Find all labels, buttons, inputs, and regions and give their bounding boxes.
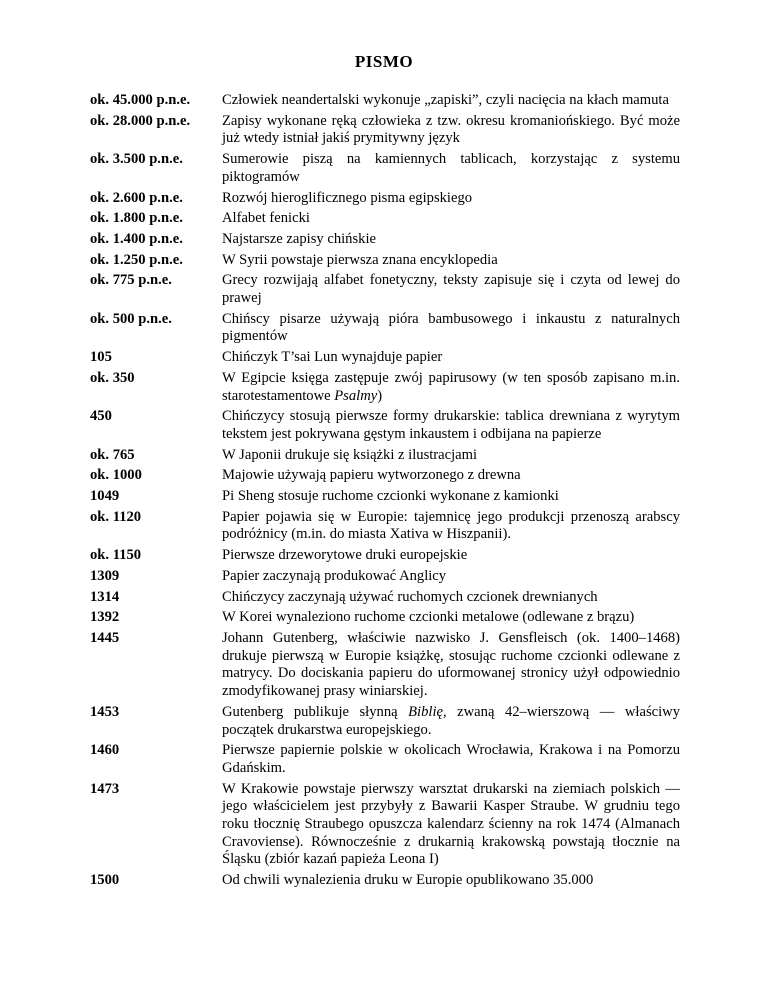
entry-text-part: ) [377,387,383,404]
entry-text: Człowiek neandertalski wykonuje „zapiski”, czyli nacięcia na kłach mamuta [222,92,669,108]
entry-date: ok. 1.400 p.n.e. [90,230,183,247]
entry-text: Pierwsze papiernie polskie w okolicach Wrocławia, Krakowa i na Pomorzu Gdańskim. [222,742,680,776]
timeline-entry [90,509,680,544]
timeline-entry [90,113,680,148]
entry-text-part: W Egipcie księga zastępuje zwój papirusowy (w ten sposób zapisano m.in. starotestamentowe [222,369,680,404]
entry-date: ok. 765 [90,446,135,463]
entry-date: 1500 [90,872,120,889]
timeline-entry [90,704,680,739]
timeline-entry [90,742,680,777]
entry-date: 1453 [90,703,120,720]
timeline-entry [90,609,680,627]
entry-date: ok. 1.250 p.n.e. [90,251,183,268]
entry-text-italic: Psalmy [334,387,378,404]
entry-date: 1445 [90,629,120,646]
entry-date: 1309 [90,567,120,584]
entry-date: ok. 1120 [90,508,142,525]
timeline-entry [90,872,680,890]
entry-text: Chińczycy zaczynają używać ruchomych czcionek drewnianych [222,588,598,605]
entry-text [222,370,680,405]
entry-date: ok. 775 p.n.e. [90,272,172,289]
entry-text-part: Gutenberg publikuje słynną [222,703,409,720]
entry-text: Alfabet fenicki [222,210,310,227]
timeline-entry [90,272,680,307]
entry-date: ok. 1000 [90,467,142,484]
entry-text: W Syrii powstaje pierwsza znana encyklopedia [222,251,498,268]
page-title: PISMO [354,52,414,71]
entry-date: ok. 500 p.n.e. [90,310,172,327]
entry-text: Rozwój hieroglificznego pisma egipskiego [222,189,473,206]
timeline-entry [90,252,680,270]
entry-date: ok. 350 [90,369,135,386]
entry-text: W Krakowie powstaje pierwszy warsztat drukarski na ziemiach polskich — jego właścicielem jest przybyły z Bawarii Kasper Straube. W grudniu tego roku tłocznię Straubego opuszcza kalendarz ścienny na rok 1474 (Almanach Cravoviense). Równocześnie z drukarnią krakowską powstają tłocznie na Śląsku (zbiór kazań papieża Leona I) [222,780,680,868]
entry-date: 450 [90,408,112,425]
entry-text: Papier zaczynają produkować Anglicy [222,567,447,584]
entry-text-italic: Biblię [408,703,443,720]
timeline-entry [90,589,680,607]
entry-date: ok. 28.000 p.n.e. [90,112,191,129]
timeline-entry [90,488,680,506]
entry-date: 1314 [90,588,120,605]
entry-text: Zapisy wykonane ręką człowieka z tzw. okresu kromaniońskiego. Być może już wtedy istniał jakiś prymitywny język [222,112,680,147]
entry-date: 1460 [90,742,120,759]
timeline-entry [90,408,680,443]
timeline-entry [90,781,680,870]
entry-date: 1473 [90,780,120,797]
entry-date: 105 [90,349,112,366]
timeline-entry [90,349,680,367]
entry-date: ok. 1.800 p.n.e. [90,210,183,227]
timeline-entry [90,467,680,485]
timeline-entry [90,447,680,465]
timeline-entry [90,231,680,249]
timeline-entry [90,92,680,110]
entry-date: ok. 1150 [90,547,142,564]
entry-text: Sumerowie piszą na kamiennych tablicach, korzystając z systemu piktogramów [222,151,680,185]
entry-date: 1392 [90,609,120,626]
entry-text: Chińscy pisarze używają pióra bambusowego i inkaustu z naturalnych pigmentów [222,310,680,345]
entry-text: Chińczycy stosują pierwsze formy drukarskie: tablica drewniana z wyrytym tekstem jest pokrywana gęstym inkaustem i odbijana na papierze [222,408,680,442]
entry-date: 1049 [90,488,120,505]
entry-text: Od chwili wynalezienia druku w Europie opublikowano 35.000 [222,872,594,889]
timeline-entry [90,151,680,186]
entry-text-part: , zwaną 42–wierszową — właściwy początek drukarstwa europejskiego. [222,703,680,738]
entry-text: W Japonii drukuje się książki z ilustracjami [222,446,478,463]
timeline-entry [90,547,680,565]
entry-text: Papier pojawia się w Europie: tajemnicę jego produkcji przenoszą arabscy podróżnicy (m.in. do miasta Xativa w Hiszpanii). [222,508,680,543]
entry-text: W Korei wynaleziono ruchome czcionki metalowe (odlewane z brązu) [222,609,635,626]
timeline-entry [90,568,680,586]
entry-text: Johann Gutenberg, właściwie nazwisko J. Gensfleisch (ok. 1400–1468) drukuje pierwszą w Europie książkę, stosując ruchome czcionki odlewane z matrycy. Do dociskania papieru do uformowanej stronicy użył odpowiednio zmodyfikowanej prasy winiarskiej. [222,629,680,700]
entry-date: ok. 3.500 p.n.e. [90,151,183,168]
entry-text: Najstarsze zapisy chińskie [222,230,376,247]
timeline-entry [90,190,680,208]
entry-text: Pi Sheng stosuje ruchome czcionki wykonane z kamionki [222,488,559,505]
entry-text [222,704,680,739]
timeline-entry [90,370,680,405]
timeline-entry [90,311,680,346]
entry-date: ok. 2.600 p.n.e. [90,189,183,206]
timeline [90,92,680,893]
entry-text: Majowie używają papieru wytworzonego z drewna [222,467,521,484]
timeline-entry [90,210,680,228]
entry-text: Chińczyk T’sai Lun wynajduje papier [222,349,443,366]
entry-date: ok. 45.000 p.n.e. [90,92,191,108]
entry-text: Grecy rozwijają alfabet fonetyczny, teksty zapisuje się i czyta od lewej do prawej [222,272,680,307]
entry-text: Pierwsze drzeworytowe druki europejskie [222,547,468,564]
timeline-entry [90,630,680,701]
